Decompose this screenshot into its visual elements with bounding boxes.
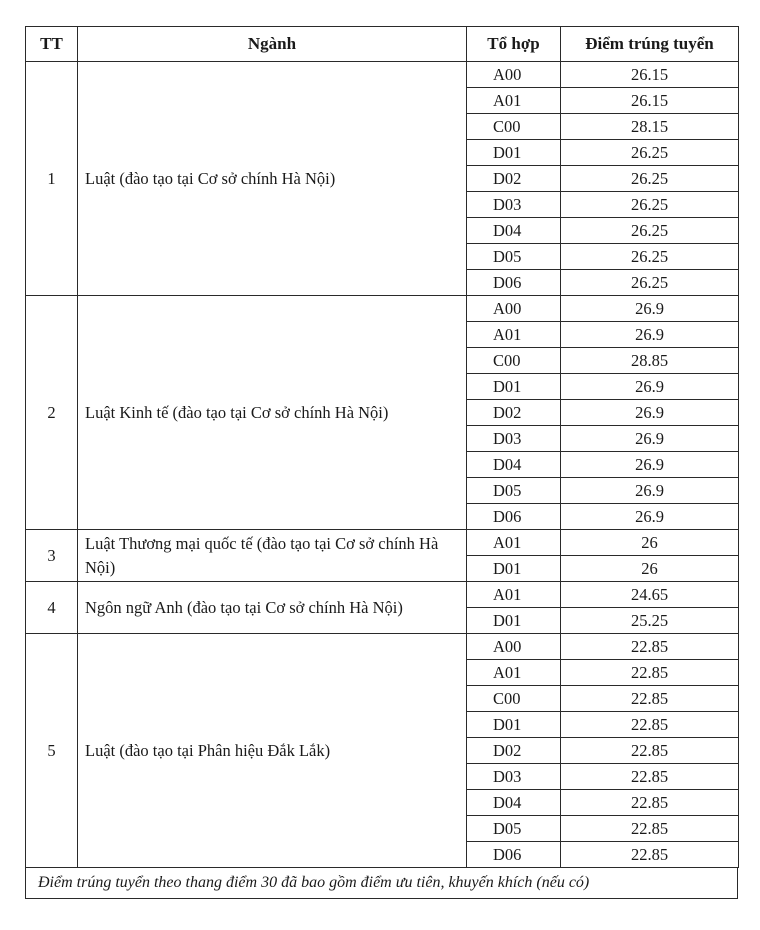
subject-combo: C00 bbox=[467, 686, 561, 712]
major-name: Ngôn ngữ Anh (đào tạo tại Cơ sở chính Hà Nội) bbox=[78, 582, 467, 634]
admission-score: 26.25 bbox=[561, 192, 739, 218]
admission-score: 22.85 bbox=[561, 712, 739, 738]
admission-score: 26.9 bbox=[561, 426, 739, 452]
major-name: Luật (đào tạo tại Phân hiệu Đắk Lắk) bbox=[78, 634, 467, 868]
subject-combo: A01 bbox=[467, 530, 561, 556]
admission-score: 22.85 bbox=[561, 764, 739, 790]
subject-combo: D04 bbox=[467, 452, 561, 478]
subject-combo: A01 bbox=[467, 88, 561, 114]
footnote-text: Điểm trúng tuyển theo thang điểm 30 đã bao gồm điểm ưu tiên, khuyến khích (nếu có) bbox=[38, 874, 590, 891]
subject-combo: D02 bbox=[467, 400, 561, 426]
subject-combo: C00 bbox=[467, 114, 561, 140]
table-row bbox=[26, 634, 739, 660]
admission-scores-document bbox=[25, 26, 738, 899]
subject-combo: A00 bbox=[467, 296, 561, 322]
admission-score: 26.25 bbox=[561, 270, 739, 296]
admission-score: 22.85 bbox=[561, 816, 739, 842]
table-row bbox=[26, 530, 739, 556]
header-combo: Tổ hợp bbox=[467, 27, 561, 62]
subject-combo: C00 bbox=[467, 348, 561, 374]
subject-combo: D02 bbox=[467, 166, 561, 192]
scores-table bbox=[25, 26, 739, 868]
admission-score: 26.9 bbox=[561, 322, 739, 348]
subject-combo: D01 bbox=[467, 712, 561, 738]
admission-score: 24.65 bbox=[561, 582, 739, 608]
subject-combo: D06 bbox=[467, 504, 561, 530]
admission-score: 26.25 bbox=[561, 140, 739, 166]
admission-score: 26.25 bbox=[561, 218, 739, 244]
header-row bbox=[26, 27, 739, 62]
admission-score: 26.15 bbox=[561, 88, 739, 114]
admission-score: 26.15 bbox=[561, 62, 739, 88]
subject-combo: D01 bbox=[467, 140, 561, 166]
subject-combo: D02 bbox=[467, 738, 561, 764]
footnote bbox=[25, 868, 738, 899]
admission-score: 22.85 bbox=[561, 842, 739, 868]
row-number: 3 bbox=[26, 530, 78, 582]
subject-combo: A01 bbox=[467, 322, 561, 348]
subject-combo: D01 bbox=[467, 556, 561, 582]
admission-score: 25.25 bbox=[561, 608, 739, 634]
subject-combo: A01 bbox=[467, 660, 561, 686]
header-major: Ngành bbox=[78, 27, 467, 62]
subject-combo: D04 bbox=[467, 218, 561, 244]
subject-combo: D05 bbox=[467, 478, 561, 504]
table-row bbox=[26, 296, 739, 322]
header-score: Điểm trúng tuyển bbox=[561, 27, 739, 62]
row-number: 2 bbox=[26, 296, 78, 530]
subject-combo: D06 bbox=[467, 270, 561, 296]
subject-combo: D01 bbox=[467, 608, 561, 634]
admission-score: 26.25 bbox=[561, 166, 739, 192]
subject-combo: D03 bbox=[467, 192, 561, 218]
subject-combo: A00 bbox=[467, 634, 561, 660]
admission-score: 26.9 bbox=[561, 478, 739, 504]
major-name: Luật (đào tạo tại Cơ sở chính Hà Nội) bbox=[78, 62, 467, 296]
header-tt: TT bbox=[26, 27, 78, 62]
admission-score: 28.85 bbox=[561, 348, 739, 374]
admission-score: 22.85 bbox=[561, 738, 739, 764]
admission-score: 26.9 bbox=[561, 296, 739, 322]
subject-combo: A00 bbox=[467, 62, 561, 88]
subject-combo: D05 bbox=[467, 244, 561, 270]
admission-score: 26.25 bbox=[561, 244, 739, 270]
row-number: 4 bbox=[26, 582, 78, 634]
admission-score: 22.85 bbox=[561, 660, 739, 686]
row-number: 5 bbox=[26, 634, 78, 868]
admission-score: 22.85 bbox=[561, 790, 739, 816]
admission-score: 26.9 bbox=[561, 452, 739, 478]
admission-score: 26.9 bbox=[561, 400, 739, 426]
admission-score: 26 bbox=[561, 556, 739, 582]
admission-score: 26.9 bbox=[561, 374, 739, 400]
admission-score: 22.85 bbox=[561, 686, 739, 712]
table-body bbox=[26, 62, 739, 868]
subject-combo: A01 bbox=[467, 582, 561, 608]
admission-score: 26 bbox=[561, 530, 739, 556]
subject-combo: D04 bbox=[467, 790, 561, 816]
table-row bbox=[26, 62, 739, 88]
subject-combo: D01 bbox=[467, 374, 561, 400]
subject-combo: D06 bbox=[467, 842, 561, 868]
major-name: Luật Thương mại quốc tế (đào tạo tại Cơ sở chính Hà Nội) bbox=[78, 530, 467, 582]
admission-score: 28.15 bbox=[561, 114, 739, 140]
subject-combo: D03 bbox=[467, 426, 561, 452]
admission-score: 26.9 bbox=[561, 504, 739, 530]
row-number: 1 bbox=[26, 62, 78, 296]
admission-score: 22.85 bbox=[561, 634, 739, 660]
major-name: Luật Kinh tế (đào tạo tại Cơ sở chính Hà Nội) bbox=[78, 296, 467, 530]
table-row bbox=[26, 582, 739, 608]
subject-combo: D03 bbox=[467, 764, 561, 790]
subject-combo: D05 bbox=[467, 816, 561, 842]
